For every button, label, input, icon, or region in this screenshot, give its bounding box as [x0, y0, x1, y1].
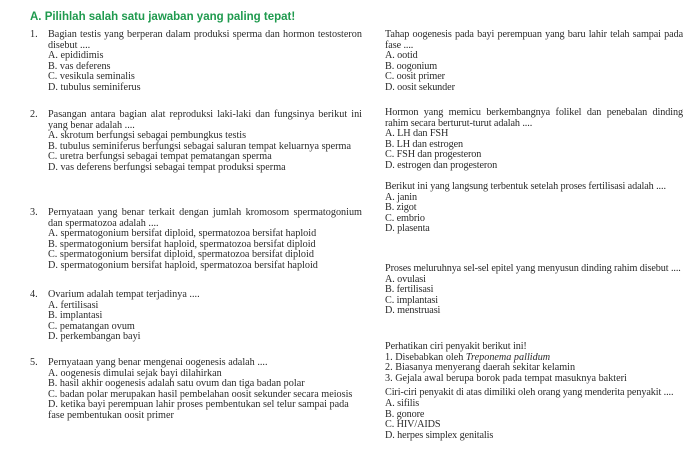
option-b[interactable]: B. spermatogonium bersifat haploid, spermatozoa bersifat diploid	[48, 238, 316, 250]
option-b[interactable]: B. oogonium	[385, 60, 438, 72]
feature-item: 1. Disebabkan oleh Treponema pallidum	[385, 351, 551, 363]
question-1	[30, 30, 362, 94]
option-a[interactable]: A. skrotum berfungsi sebagai pembungkus testis	[48, 130, 247, 142]
question-stem: Proses meluruhnya sel-sel epitel yang menyusun dinding rahim disebut ....	[385, 263, 681, 274]
option-b[interactable]: B. fertilisasi	[385, 284, 434, 296]
question-intro: Perhatikan ciri penyakit berikut ini!	[385, 341, 527, 352]
option-b[interactable]: B. LH dan estrogen	[385, 138, 463, 150]
option-a[interactable]: A. sifilis	[385, 397, 420, 409]
question-number: 1.	[30, 29, 38, 40]
option-d[interactable]: D. oosit sekunder	[385, 81, 455, 93]
option-a[interactable]: A. fertilisasi	[48, 299, 99, 311]
question-number: 2.	[30, 109, 38, 120]
question-6	[385, 30, 683, 94]
option-c[interactable]: C. implantasi	[385, 294, 439, 306]
option-d[interactable]: D. ketika bayi perempuan lahir proses pembentukan sel telur sampai pada fase pembentukan oosit primer	[48, 399, 349, 421]
question-stem: Berikut ini yang langsung terbentuk setelah proses fertilisasi adalah ....	[385, 181, 666, 192]
question-stem: Pernyataan yang benar mengenai oogenesis adalah ....	[48, 357, 268, 368]
option-d[interactable]: D. tubulus seminiferus	[48, 81, 141, 93]
question-stem: Tahap oogenesis pada bayi perempuan yang baru lahir telah sampai pada fase ....	[385, 29, 683, 51]
option-a[interactable]: A. ovulasi	[385, 273, 426, 285]
question-stem: Bagian testis yang berperan dalam produksi sperma dan hormon testosteron disebut ....	[48, 29, 362, 51]
option-c[interactable]: C. FSH dan progesteron	[385, 149, 482, 161]
question-8	[385, 182, 683, 235]
question-number: 3.	[30, 207, 38, 218]
question-number: 4.	[30, 289, 38, 300]
option-b[interactable]: B. implantasi	[48, 310, 103, 322]
question-10	[385, 342, 683, 441]
option-c[interactable]: C. HIV/AIDS	[385, 419, 441, 431]
option-b[interactable]: B. vas deferens	[48, 60, 111, 72]
option-b[interactable]: B. tubulus seminiferus berfungsi sebagai saluran tempat keluarnya sperma	[48, 140, 351, 152]
option-d[interactable]: D. perkembangan bayi	[48, 331, 141, 343]
feature-item: 2. Biasanya menyerang daerah sekitar kelamin	[385, 362, 576, 374]
question-stem: Pernyataan yang benar terkait dengan jumlah kromosom spermatogonium dan spermatozoa adalah ....	[48, 207, 362, 229]
question-4	[30, 290, 362, 343]
option-d[interactable]: D. menstruasi	[385, 305, 441, 317]
question-5	[30, 358, 362, 422]
question-9	[385, 264, 683, 317]
question-7	[385, 108, 683, 172]
disease-feature-list	[385, 353, 683, 385]
option-d[interactable]: D. herpes simplex genitalis	[385, 429, 494, 441]
option-a[interactable]: A. janin	[385, 191, 418, 203]
option-c[interactable]: C. oosit primer	[385, 71, 445, 83]
question-number: 5.	[30, 357, 38, 368]
option-d[interactable]: D. vas deferens berfungsi sebagai tempat produksi sperma	[48, 161, 286, 173]
option-d[interactable]: D. estrogen dan progesteron	[385, 159, 498, 171]
section-heading: A. Pilihlah salah satu jawaban yang paling tepat!	[30, 11, 296, 23]
option-c[interactable]: C. embrio	[385, 212, 425, 224]
option-d[interactable]: D. plasenta	[385, 223, 430, 235]
question-stem: Ciri-ciri penyakit di atas dimiliki oleh orang yang menderita penyakit ....	[385, 387, 674, 399]
question-stem: Pasangan antara bagian alat reproduksi laki-laki dan fungsinya berikut ini yang benar adalah ....	[48, 109, 362, 131]
option-a[interactable]: A. LH dan FSH	[385, 128, 449, 140]
question-2	[30, 110, 362, 174]
option-c[interactable]: C. badan polar merupakan hasil pembelahan oosit sekunder secara meiosis	[48, 388, 353, 400]
option-b[interactable]: B. gonore	[385, 408, 425, 420]
feature-item: 3. Gejala awal berupa borok pada tempat masuknya bakteri	[385, 372, 627, 384]
option-b[interactable]: B. hasil akhir oogenesis adalah satu ovum dan tiga badan polar	[48, 378, 305, 390]
question-stem: Ovarium adalah tempat terjadinya ....	[48, 289, 200, 300]
option-d[interactable]: D. spermatogonium bersifat haploid, spermatozoa bersifat haploid	[48, 259, 318, 271]
option-c[interactable]: C. spermatogonium bersifat diploid, spermatozoa bersifat diploid	[48, 249, 314, 261]
option-a[interactable]: A. oogenesis dimulai sejak bayi dilahirkan	[48, 367, 222, 379]
option-a[interactable]: A. epididimis	[48, 50, 104, 62]
question-stem: Hormon yang memicu berkembangnya folikel dan penebalan dinding rahim secara berturut-turut adalah ....	[385, 107, 683, 129]
option-c[interactable]: C. pematangan ovum	[48, 320, 135, 332]
option-a[interactable]: A. ootid	[385, 50, 418, 62]
question-3	[30, 208, 362, 272]
option-c[interactable]: C. vesikula seminalis	[48, 71, 135, 83]
option-c[interactable]: C. uretra berfungsi sebagai tempat pematangan sperma	[48, 151, 272, 163]
option-a[interactable]: A. spermatogonium bersifat diploid, spermatozoa bersifat haploid	[48, 228, 317, 240]
option-b[interactable]: B. zigot	[385, 202, 417, 214]
